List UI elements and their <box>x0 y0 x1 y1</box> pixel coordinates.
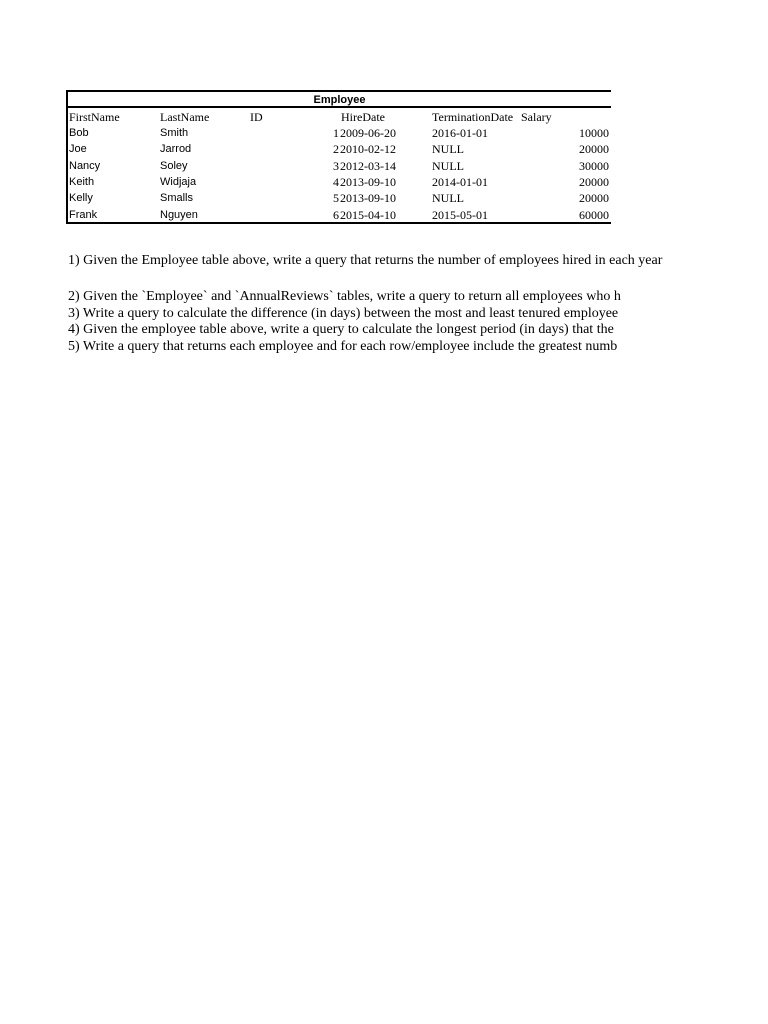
clipped-question-row <box>68 253 663 271</box>
cell-hiredate: 2013-09-10 <box>340 175 396 189</box>
cell-lastname: Widjaja <box>160 176 197 188</box>
cell-id: 4 <box>333 175 339 189</box>
cell-id: 5 <box>333 191 339 205</box>
cell-salary: 20000 <box>579 175 609 189</box>
cell-id: 3 <box>333 159 339 173</box>
cell-terminationdate: 2015-05-01 <box>432 208 488 222</box>
clipped-question-text: 1) Given the Employee table above, write a query that returns the number of employees hired in each year <box>68 253 663 268</box>
cell-salary: 60000 <box>579 208 609 222</box>
cell-terminationdate: NULL <box>432 191 464 205</box>
cell-hiredate: 2010-02-12 <box>340 142 396 156</box>
question-5: 5) Write a query that returns each employee and for each row/employee include the greatest numb <box>68 338 618 354</box>
header-salary: Salary <box>521 110 552 124</box>
employee-table <box>66 90 611 224</box>
cell-terminationdate: 2016-01-01 <box>432 126 488 140</box>
cell-terminationdate: 2014-01-01 <box>432 175 488 189</box>
question-3: 3) Write a query to calculate the difference (in days) between the most and least tenured employee <box>68 305 619 321</box>
cell-salary: 20000 <box>579 191 609 205</box>
cell-terminationdate: NULL <box>432 159 464 173</box>
cell-lastname: Nguyen <box>160 209 198 221</box>
header-hiredate: HireDate <box>341 110 385 124</box>
cell-salary: 20000 <box>579 142 609 156</box>
cell-hiredate: 2013-09-10 <box>340 191 396 205</box>
cell-hiredate: 2012-03-14 <box>340 159 396 173</box>
cell-firstname: Kelly <box>69 192 93 204</box>
table-title: Employee <box>68 92 611 108</box>
cell-lastname: Soley <box>160 160 188 172</box>
cell-id: 2 <box>333 142 339 156</box>
question-list <box>68 289 621 355</box>
cell-firstname: Frank <box>69 209 98 221</box>
cell-salary: 30000 <box>579 159 609 173</box>
question-2: 2) Given the `Employee` and `AnnualReviews` tables, write a query to return all employees who h <box>68 289 621 304</box>
cell-hiredate: 2009-06-20 <box>340 126 396 140</box>
cell-lastname: Smith <box>160 127 189 139</box>
header-firstname: FirstName <box>69 110 120 124</box>
cell-firstname: Nancy <box>69 160 101 172</box>
cell-lastname: Smalls <box>160 192 194 204</box>
cell-firstname: Joe <box>69 143 87 155</box>
question-4: 4) Given the employee table above, write a query to calculate the longest period (in days) that the <box>68 322 614 337</box>
header-id: ID <box>250 110 263 124</box>
cell-salary: 10000 <box>579 126 609 140</box>
header-terminationdate: TerminationDate <box>432 110 514 124</box>
cell-hiredate: 2015-04-10 <box>340 208 396 222</box>
cell-id: 1 <box>333 126 339 140</box>
cell-firstname: Keith <box>69 176 95 188</box>
header-lastname: LastName <box>160 110 210 124</box>
cell-lastname: Jarrod <box>160 143 192 155</box>
cell-id: 6 <box>333 208 339 222</box>
cell-terminationdate: NULL <box>432 142 464 156</box>
cell-firstname: Bob <box>69 127 89 139</box>
